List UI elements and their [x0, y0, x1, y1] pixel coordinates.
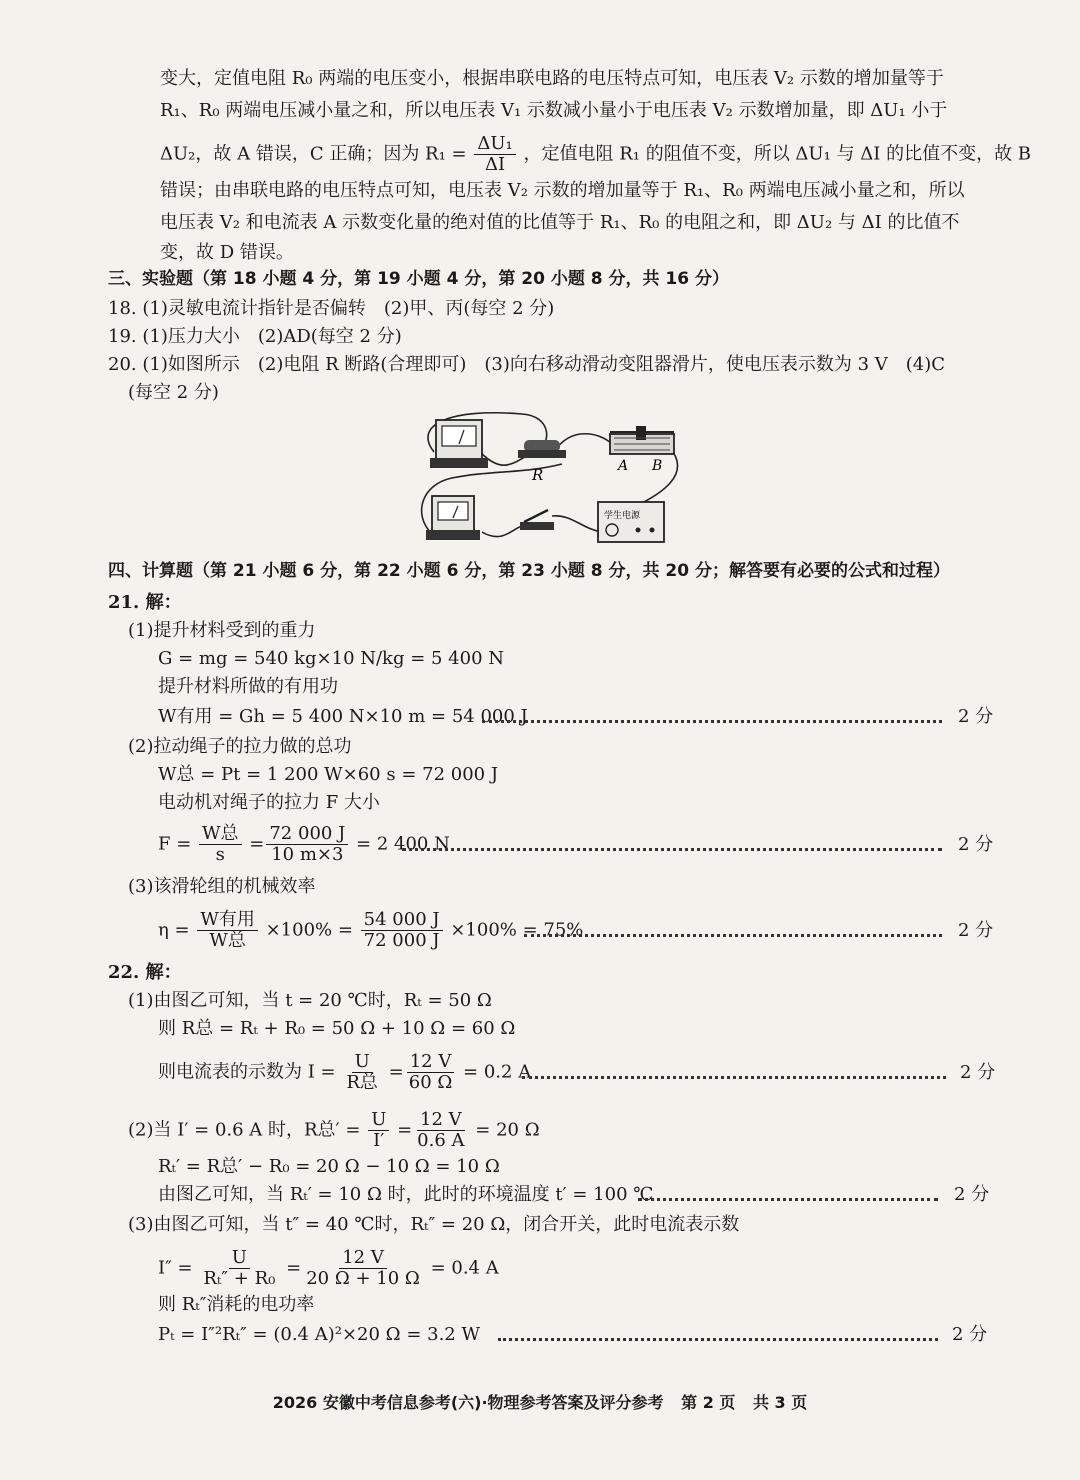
- denominator: 72 000 J: [363, 930, 440, 951]
- ammeter-icon: [426, 496, 480, 540]
- power-supply-icon: [598, 502, 664, 542]
- score-leader: [638, 1198, 938, 1201]
- step-line: 提升材料所做的有用功: [158, 676, 338, 697]
- formula-line: F = $\frac{\text{W总}}{s}$ = $\frac{72 000 J}{10 m\times 3}$ = 2 400 N: [158, 823, 450, 865]
- formula-line: Pₜ = I″²Rₜ″ = (0.4 A)²×20 Ω = 3.2 W: [158, 1324, 480, 1345]
- formula-result: ×100% = 75%: [450, 919, 584, 941]
- terminal-a-label: A: [618, 458, 629, 474]
- text-segment: ΔU₂，故 A 错误，C 正确；因为 R₁ =: [160, 143, 467, 165]
- step-line: (1)提升材料受到的重力: [128, 620, 316, 641]
- wire: [552, 516, 602, 532]
- question-label: 21. 解：: [108, 592, 182, 613]
- voltmeter-icon: [430, 420, 488, 468]
- formula-lhs: η =: [158, 919, 190, 941]
- text-line: R₁、R₀ 两端电压减小量之和，所以电压表 V₁ 示数减小量小于电压表 V₂ 示数增加量，即 ΔU₁ 小于: [160, 100, 948, 121]
- text-line: 变，故 D 错误。: [160, 242, 294, 263]
- resistor-label: R: [532, 466, 544, 484]
- fraction: [200, 1248, 278, 1289]
- fraction: [197, 910, 258, 951]
- formula-line: [158, 910, 583, 951]
- numerator: ΔU₁: [474, 134, 515, 155]
- score-label: 2 分: [958, 920, 994, 941]
- step-line: 电动机对绳子的拉力 F 大小: [158, 792, 380, 813]
- score-label: 2 分: [952, 1324, 988, 1345]
- numerator: 12 V: [339, 1248, 387, 1269]
- fraction: [343, 1052, 381, 1093]
- formula-line: W总 = Pt = 1 200 W×60 s = 72 000 J: [158, 764, 499, 785]
- denominator: I′: [373, 1130, 385, 1151]
- section-heading: 四、计算题（第 21 小题 6 分，第 22 小题 6 分，第 23 小题 8 分，共 20 分；解答要有必要的公式和过程）: [108, 561, 950, 581]
- footer-title: 2026 安徽中考信息参考(六)·物理参考答案及评分参考: [272, 1393, 664, 1412]
- answer-line: 18. (1)灵敏电流计指针是否偏转 (2)甲、丙(每空 2 分): [108, 298, 555, 319]
- step-line: 由图乙可知，当 Rₜ′ = 10 Ω 时，此时的环境温度 t′ = 100 ℃: [158, 1184, 654, 1205]
- fraction: [266, 824, 348, 865]
- footer-page: 第 2 页: [681, 1393, 736, 1412]
- text-line: 变大，定值电阻 R₀ 两端的电压变小，根据串联电路的电压特点可知，电压表 V₂ 示数的增加量等于: [160, 68, 944, 89]
- wire: [554, 434, 612, 452]
- formula-lhs: I″ =: [158, 1257, 193, 1279]
- denominator: Rₜ″ + R₀: [203, 1268, 276, 1289]
- page-footer: [0, 1390, 1080, 1413]
- power-supply-label: 学生电源: [604, 511, 641, 521]
- score-leader: [402, 848, 942, 851]
- numerator: 12 V: [407, 1052, 455, 1073]
- formula-line: G = mg = 540 kg×10 N/kg = 5 400 N: [158, 648, 505, 669]
- formula-lhs: F =: [158, 833, 192, 855]
- circuit-diagram: [412, 404, 692, 554]
- denominator: 10 m×3: [271, 844, 344, 865]
- denominator: 60 Ω: [408, 1072, 453, 1093]
- formula-result: = 2 400 N: [356, 833, 450, 855]
- score-leader: [524, 934, 942, 937]
- numerator: 54 000 J: [361, 910, 443, 931]
- fraction: [474, 134, 515, 175]
- step-line: (2)拉动绳子的拉力做的总功: [128, 736, 352, 757]
- denominator: R总: [346, 1072, 378, 1093]
- numerator: 72 000 J: [266, 824, 348, 845]
- footer-total: 共 3 页: [752, 1393, 808, 1412]
- numerator: 12 V: [417, 1110, 465, 1131]
- wire: [632, 448, 678, 508]
- score-label: 2 分: [958, 834, 994, 855]
- denominator: 0.6 A: [417, 1130, 465, 1151]
- score-label: 2 分: [958, 706, 994, 727]
- fraction: [199, 824, 242, 865]
- switch-icon: [520, 510, 554, 530]
- numerator: U: [368, 1110, 389, 1131]
- denominator: s: [215, 844, 225, 865]
- text-segment: ，定值电阻 R₁ 的阻值不变，所以 ΔU₁ 与 ΔI 的比值不变，故 B: [523, 143, 1032, 165]
- numerator: W总: [199, 824, 242, 845]
- score-leader: [498, 1338, 938, 1341]
- text-line: [160, 134, 1031, 175]
- resistor-icon: [518, 440, 566, 458]
- formula-line: 则 R总 = Rₜ + R₀ = 50 Ω + 10 Ω = 60 Ω: [158, 1018, 516, 1039]
- formula-lhs: 则电流表的示数为 I =: [158, 1061, 336, 1083]
- denominator: 20 Ω + 10 Ω: [306, 1268, 420, 1289]
- fraction: [303, 1248, 423, 1289]
- formula-line: I″ = $\frac{U}{\text{Rₜ″ + R₀}}$ = $\frac{12 V}{20 \Omega + 10 \Omega}$ = 0.4 A: [158, 1247, 499, 1289]
- text-line: 错误；由串联电路的电压特点可知，电压表 V₂ 示数的增加量等于 R₁、R₀ 两端电压减小量之和，所以: [160, 180, 965, 201]
- terminal-b-label: B: [652, 458, 663, 474]
- question-label: 22. 解：: [108, 962, 182, 983]
- fraction: [368, 1110, 389, 1151]
- formula-line: (2)当 I′ = 0.6 A 时，R总′ = $\frac{U}{I'}$ = $\frac{12 V}{0.6 A}$ = 20 Ω: [128, 1109, 540, 1151]
- numerator: U: [229, 1248, 250, 1269]
- formula-result: = 0.2 A: [463, 1061, 532, 1083]
- step-line: (3)由图乙可知，当 t″ = 40 ℃时，Rₜ″ = 20 Ω，闭合开关，此时电流表示数: [128, 1214, 740, 1235]
- wire: [482, 526, 522, 537]
- score-leader: [482, 720, 942, 723]
- fraction: [406, 1052, 456, 1093]
- step-line: (3)该滑轮组的机械效率: [128, 876, 316, 897]
- formula-lhs: (2)当 I′ = 0.6 A 时，R总′ =: [128, 1119, 361, 1141]
- answer-line: (每空 2 分): [128, 382, 219, 403]
- formula-line: Rₜ′ = R总′ − R₀ = 20 Ω − 10 Ω = 10 Ω: [158, 1156, 500, 1177]
- numerator: U: [352, 1052, 373, 1073]
- formula-result: = 0.4 A: [430, 1257, 499, 1279]
- formula-line: W有用 = Gh = 5 400 N×10 m = 54 000 J: [158, 706, 528, 727]
- denominator: W总: [209, 930, 246, 951]
- section-heading: 三、实验题（第 18 小题 4 分，第 19 小题 4 分，第 20 小题 8 分，共 16 分）: [108, 269, 729, 289]
- step-line: (1)由图乙可知，当 t = 20 ℃时，Rₜ = 50 Ω: [128, 990, 492, 1011]
- answer-line: 20. (1)如图所示 (2)电阻 R 断路(合理即可) (3)向右移动滑动变阻器滑片，使电压表示数为 3 V (4)C: [108, 354, 946, 375]
- fraction: [361, 910, 443, 951]
- text-line: 电压表 V₂ 和电流表 A 示数变化量的绝对值的比值等于 R₁、R₀ 的电阻之和，即 ΔU₂ 与 ΔI 的比值不: [160, 212, 960, 233]
- fraction: [414, 1110, 467, 1151]
- formula-mid: ×100% =: [265, 919, 353, 941]
- rheostat-icon: [610, 426, 674, 454]
- formula-result: = 20 Ω: [475, 1119, 540, 1141]
- score-label: 2 分: [960, 1062, 996, 1083]
- score-label: 2 分: [954, 1184, 990, 1205]
- score-leader: [522, 1076, 946, 1079]
- answer-line: 19. (1)压力大小 (2)AD(每空 2 分): [108, 326, 402, 347]
- denominator: ΔI: [485, 154, 506, 175]
- formula-line: 则电流表的示数为 I = $\frac{U}{\text{R总}}$ = $\frac{12 V}{60 \Omega}$ = 0.2 A: [158, 1051, 532, 1093]
- step-line: 则 Rₜ″消耗的电功率: [158, 1294, 315, 1315]
- numerator: W有用: [197, 910, 258, 931]
